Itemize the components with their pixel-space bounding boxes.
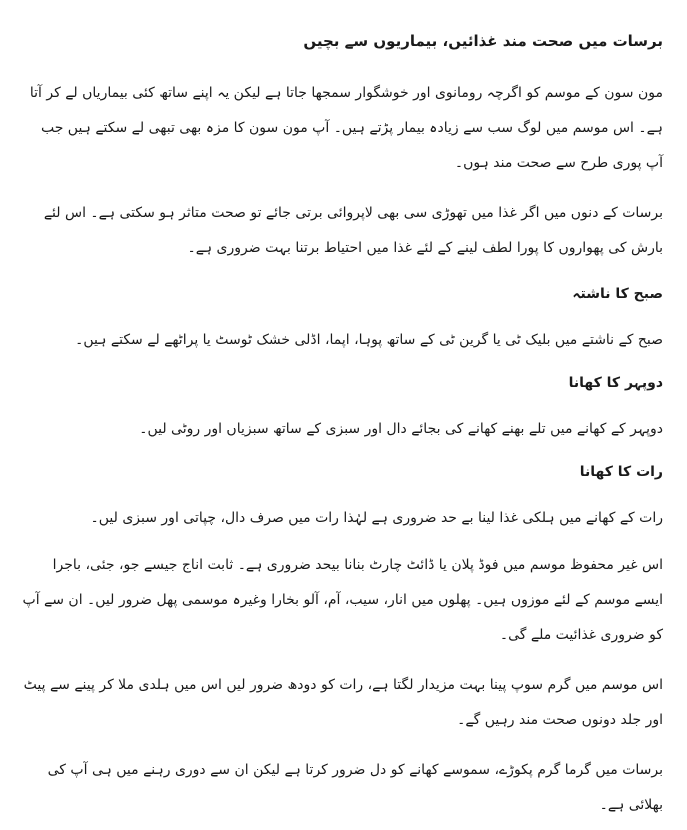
lunch-paragraph: دوپہر کے کھانے میں تلے بھنے کھانے کی بجائے دال اور سبزی کے ساتھ سبزیاں اور روٹی لیں۔ <box>139 421 663 437</box>
dinner-paragraph: رات کے کھانے میں ہلکی غذا لینا بے حد ضروری ہے لہٰذا رات میں صرف دال، چپاتی اور سبزی لیں۔ <box>90 510 663 526</box>
pakore-paragraph: برسات میں گرما گرم پکوڑے، سموسے کھانے کو دل ضرور کرتا ہے لیکن ان سے دوری رہنے میں ہی آپ کی بھلائی ہے۔ <box>47 762 663 813</box>
intro-paragraph-2: برسات کے دنوں میں اگر غذا میں تھوڑی سی بھی لاپروائی برتی جائے تو صحت متاثر ہو سکتی ہے۔ اس لئے بارش کی پھواروں کا پورا لطف لینے کے لئے غذا میں احتیاط برتنا بہت ضروری ہے۔ <box>43 205 663 256</box>
diet-chart-paragraph: اس غیر محفوظ موسم میں فوڈ پلان یا ڈائٹ چارٹ بنانا بیحد ضروری ہے۔ ثابت اناج جیسے جو، جئی، باجرا ایسے موسم کے لئے موزوں ہیں۔ پھلوں میں انار، سیب، آم، آلو بخارا وغیرہ موسمی پھل ضرور لیں۔ ان سے آپ کو ضروری غذائیت ملے گی۔ <box>22 557 663 643</box>
article-title: برسات میں صحت مند غذائیں، بیماریوں سے بچیں <box>303 32 663 50</box>
breakfast-paragraph: صبح کے ناشتے میں بلیک ٹی یا گرین ٹی کے ساتھ پوہا، اپما، اڈلی خشک ٹوسٹ یا پراٹھے لے سکتے ہیں۔ <box>75 332 663 348</box>
soup-milk-paragraph: اس موسم میں گرم سوپ پینا بہت مزیدار لگتا ہے، رات کو دودھ ضرور لیں اس میں ہلدی ملا کر پینے سے پیٹ اور جلد دونوں صحت مند رہیں گے۔ <box>23 677 663 728</box>
breakfast-heading: صبح کا ناشتہ <box>572 286 663 302</box>
lunch-heading: دوپہر کا کھانا <box>568 375 663 391</box>
intro-paragraph-1: مون سون کے موسم کو اگرچہ رومانوی اور خوشگوار سمجھا جاتا ہے لیکن یہ اپنے ساتھ کئی بیماریاں لے کر آتا ہے۔ اس موسم میں لوگ سب سے زیادہ بیمار پڑتے ہیں۔ آپ مون سون کا مزہ بھی تبھی لے سکتے ہیں جب آپ پوری طرح سے صحت مند ہوں۔ <box>29 85 663 171</box>
dinner-heading: رات کا کھانا <box>579 464 663 480</box>
